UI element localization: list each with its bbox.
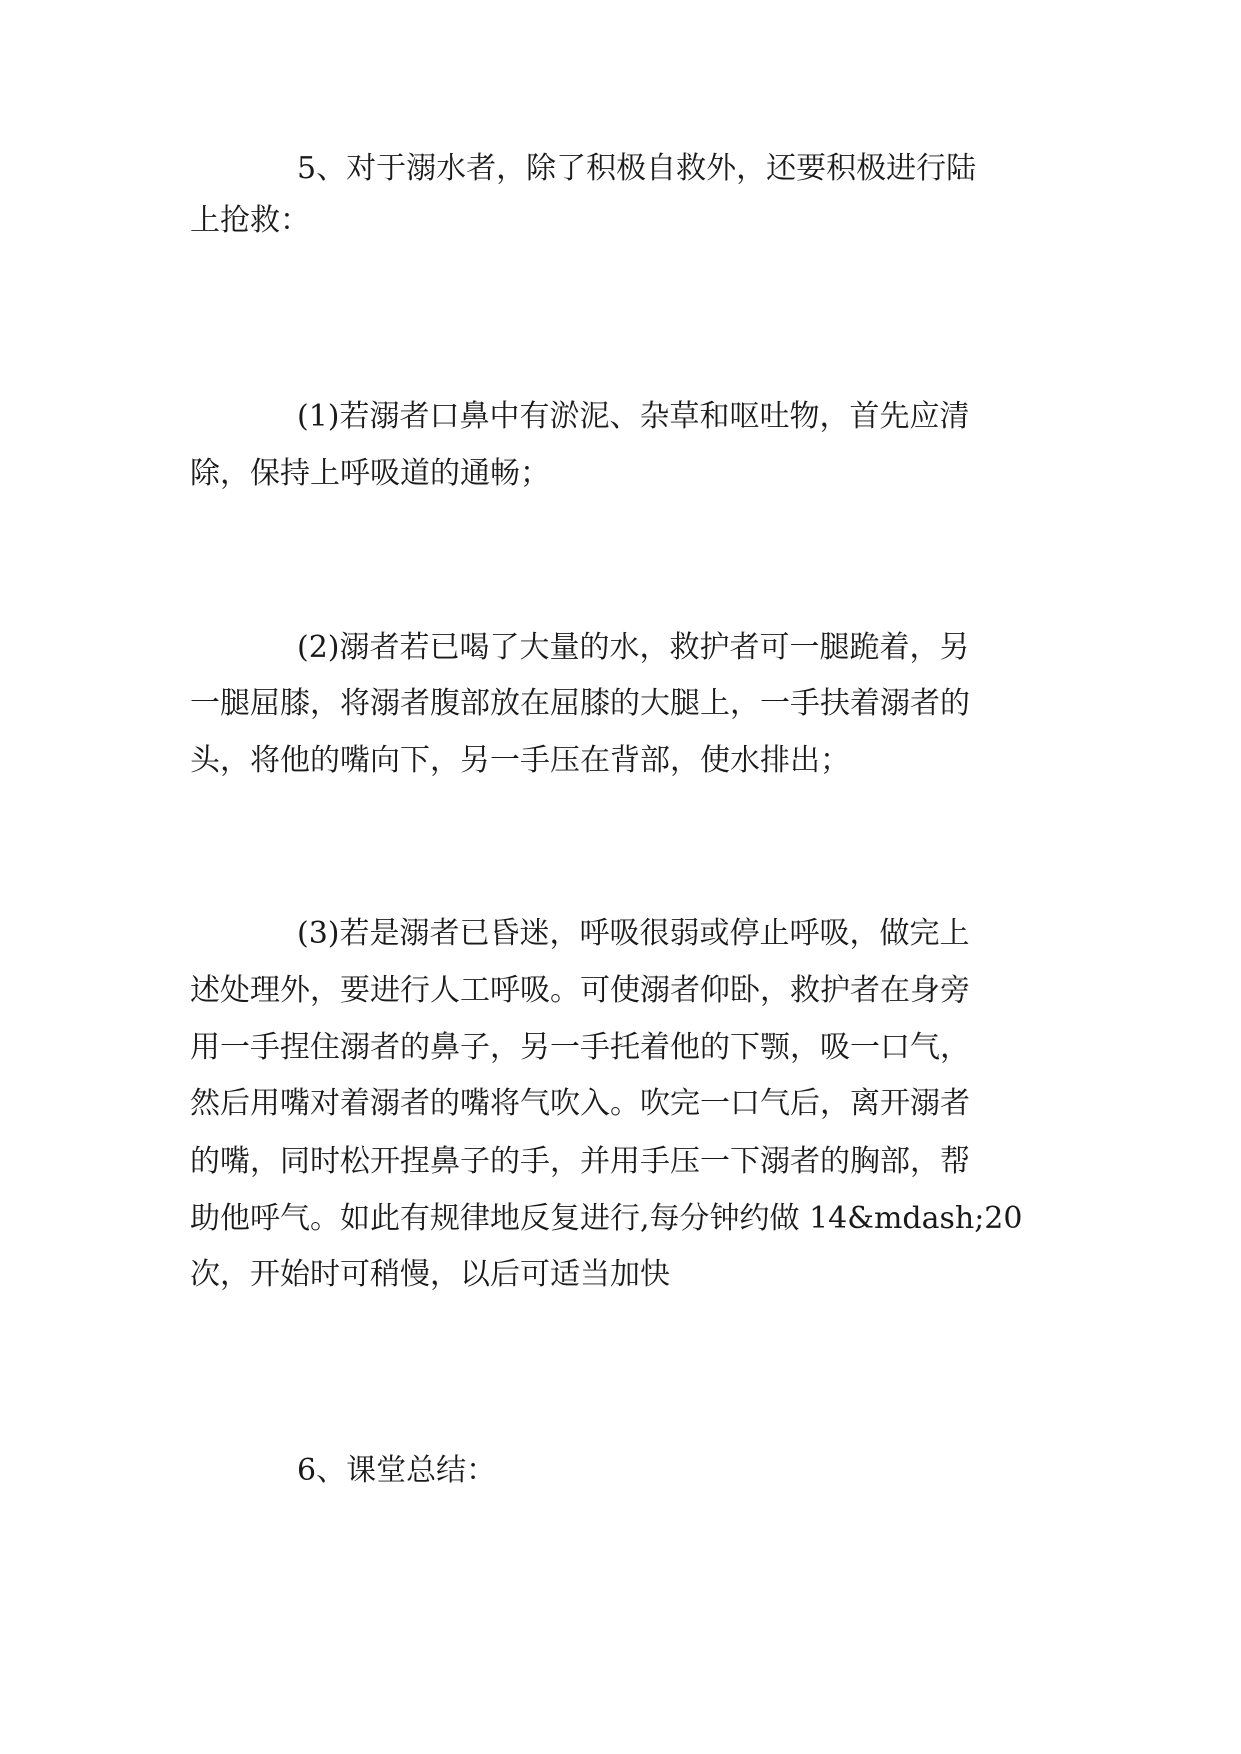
paragraph-line: 述处理外，要进行人工呼吸。可使溺者仰卧，救护者在身旁 [190,973,970,1008]
paragraph-line: 头，将他的嘴向下，另一手压在背部，使水排出； [190,743,850,778]
paragraph-line: (2)溺者若已喝了大量的水，救护者可一腿跪着，另 [297,630,970,665]
paragraph-line: 一腿屈膝，将溺者腹部放在屈膝的大腿上，一手扶着溺者的 [190,686,970,721]
paragraph-line: 次，开始时可稍慢，以后可适当加快 [190,1257,670,1292]
paragraph-line: 助他呼气。如此有规律地反复进行,每分钟约做 14&mdash;20 [190,1201,1023,1236]
paragraph-line: (3)若是溺者已昏迷，呼吸很弱或停止呼吸，做完上 [297,916,970,951]
paragraph-line: 5、对于溺水者，除了积极自救外，还要积极进行陆 [297,151,977,186]
paragraph-line: 的嘴，同时松开捏鼻子的手，并用手压一下溺者的胸部，帮 [190,1144,970,1179]
paragraph-line: 6、课堂总结： [297,1453,497,1488]
paragraph-line: 上抢救： [190,203,310,238]
paragraph-line: 然后用嘴对着溺者的嘴将气吹入。吹完一口气后，离开溺者 [190,1086,970,1121]
paragraph-line: 用一手捏住溺者的鼻子，另一手托着他的下颚，吸一口气， [190,1030,970,1065]
paragraph-line: (1)若溺者口鼻中有淤泥、杂草和呕吐物，首先应清 [297,399,970,434]
paragraph-line: 除，保持上呼吸道的通畅； [190,456,550,491]
